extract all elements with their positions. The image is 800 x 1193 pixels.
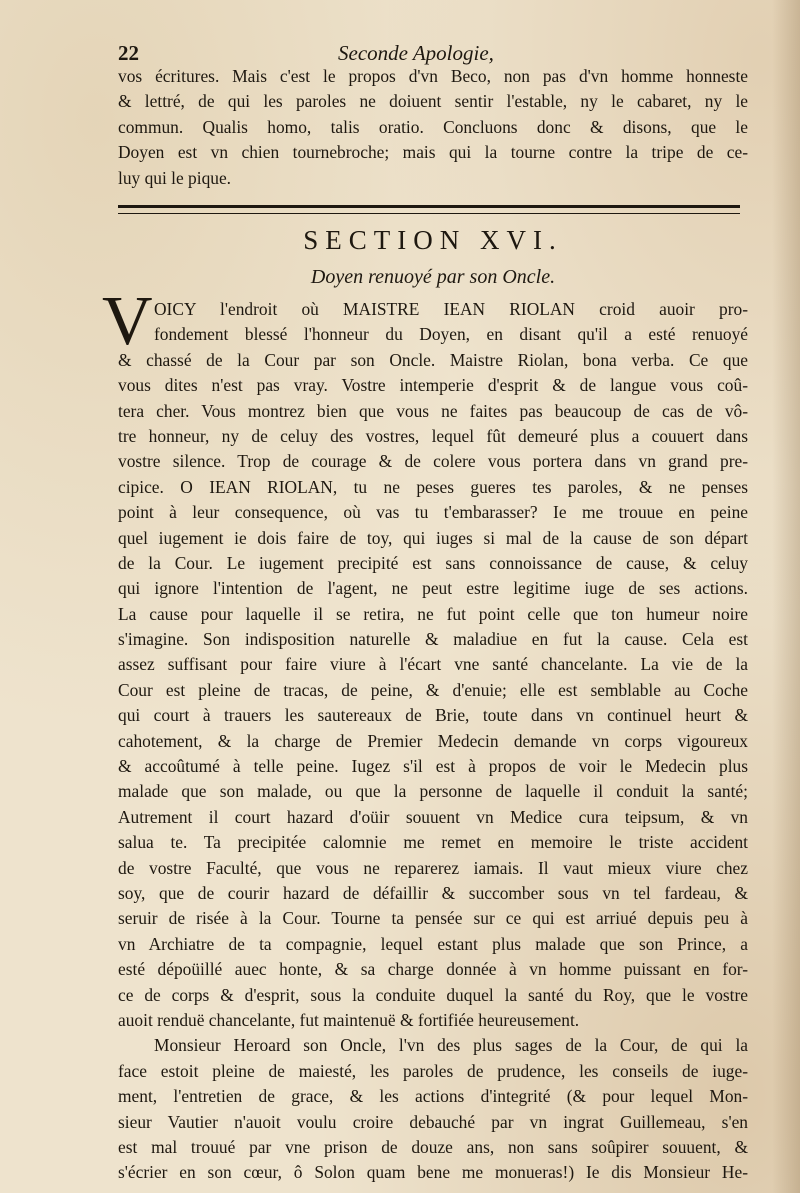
text-line: qui court à trauers les sautereaux de Brie, toute dans vn continuel heurt & <box>118 705 748 726</box>
page-number: 22 <box>118 41 139 65</box>
text-line: quel iugement ie dois faire de toy, qui iuges si mal de la cause de son départ <box>118 527 748 548</box>
text-line: commun. Qualis homo, talis oratio. Concluons donc & disons, que le <box>118 116 748 137</box>
text-line: ment, l'entretien de grace, & les actions d'integrité (& pour lequel Mon- <box>118 1086 748 1107</box>
text-line: esté dépoüillé auec honte, & sa charge donnée à vn homme puissant en for- <box>118 959 748 980</box>
text-line: cahotement, & la charge de Premier Medecin demande vn corps vigoureux <box>118 730 748 751</box>
text-line: face estoit pleine de maiesté, les paroles de prudence, les conseils de iuge- <box>118 1060 748 1081</box>
text-line: s'imagine. Son indisposition naturelle & maladiue en fut la cause. Cela est <box>118 629 748 650</box>
text-line: salua te. Ta precipitée calomnie me remet en memoire le triste accident <box>118 832 748 853</box>
section-divider-rule <box>118 205 740 214</box>
text-line: Autrement il court hazard d'oüir souuent vn Medice cura teipsum, & vn <box>118 806 748 827</box>
text-line: tre honneur, ny de celuy des vostres, lequel fût demeuré plus a couuert dans <box>118 425 748 446</box>
text-line: seruir de risée à la Cour. Tourne ta pensée sur ce qui est arriué depuis peu à <box>118 908 748 929</box>
text-line: OICY l'endroit où MAISTRE IEAN RIOLAN croid auoir pro- <box>154 299 748 319</box>
text-line: sieur Vautier n'auoit voulu croire debauché par vn ingrat Guillemeau, s'en <box>118 1111 748 1132</box>
text-line: fondement blessé l'honneur du Doyen, en disant qu'il a esté renuoyé <box>154 324 748 345</box>
text-line: de la Cour. Le iugement precipité est sans connoissance de cause, & celuy <box>118 552 748 573</box>
text-line: luy qui le pique. <box>118 167 232 188</box>
text-line: point à leur consequence, où vas tu t'embarasser? Ie me trouue en peine <box>118 502 748 523</box>
text-line: malade que son malade, ou que la personne de laquelle il conduit la santé; <box>118 781 748 802</box>
text-line: de vostre Faculté, que vous ne reparerez iamais. Il vaut mieux viure chez <box>118 857 748 878</box>
section-heading: SECTION XVI. <box>303 225 563 255</box>
text-line: & chassé de la Cour par son Oncle. Maistre Riolan, bona verba. Ce que <box>118 349 748 370</box>
text-line: vous dites n'est pas vray. Vostre intemperie d'esprit & de langue vous coû- <box>118 375 748 396</box>
text-line: cipice. O IEAN RIOLAN, tu ne peses gueres tes paroles, & ne penses <box>118 476 748 497</box>
text-line: La cause pour laquelle il se retira, ne fut point celle que ton humeur noire <box>118 603 748 624</box>
section-subtitle: Doyen renuoyé par son Oncle. <box>310 266 556 288</box>
text-line: qui ignore l'intention de l'agent, ne peut estre legitime iuge de ses actions. <box>118 578 748 599</box>
text-line: ce de corps & d'esprit, sous la conduite duquel la santé du Roy, que le vostre <box>118 984 748 1005</box>
text-line: tera cher. Vous montrez bien que vous ne faites pas beaucoup de cas de vô- <box>118 400 748 421</box>
running-title: Seconde Apologie, <box>338 41 494 65</box>
text-line: auoit renduë chancelante, fut maintenuë & fortifiée heureusement. <box>118 1009 580 1030</box>
text-line: Monsieur Heroard son Oncle, l'vn des plus sages de la Cour, de qui la <box>154 1035 748 1056</box>
text-line: Doyen est vn chien tournebroche; mais qui la tourne contre la tripe de ce- <box>118 142 748 163</box>
text-line: soy, que de courir hazard de défaillir & succomber sous vn tel fardeau, & <box>118 882 748 903</box>
text-line: vn Archiatre de ta compagnie, lequel estant plus malade que son Prince, a <box>118 933 748 954</box>
text-line: assez suffisant pour faire viure à l'écart vne santé chancelante. La vie de la <box>118 654 748 675</box>
section-body <box>118 297 748 1186</box>
text-line: vostre silence. Trop de courage & de colere vous portera dans vn grand pre- <box>118 451 748 472</box>
text-line: & lettré, de qui les paroles ne doiuent sentir l'estable, ny le cabaret, ny le <box>118 91 748 112</box>
drop-cap: V <box>102 283 153 360</box>
text-line: est mal trouué par vne prison de douze ans, non sans soûpirer souuent, & <box>118 1136 748 1157</box>
text-line: vos écritures. Mais c'est le propos d'vn Beco, non pas d'vn homme honneste <box>118 66 748 86</box>
text-line: & accoûtumé à telle peine. Iugez s'il est à propos de voir le Medecin plus <box>118 756 748 777</box>
text-line: Cour est pleine de tracas, de peine, & d'enuie; elle est semblable au Coche <box>118 679 748 700</box>
text-line: s'écrier en son cœur, ô Solon quam bene me monueras!) Ie dis Monsieur He- <box>118 1162 748 1183</box>
page-edge-shadow <box>772 0 800 1193</box>
continued-paragraph <box>118 64 748 191</box>
